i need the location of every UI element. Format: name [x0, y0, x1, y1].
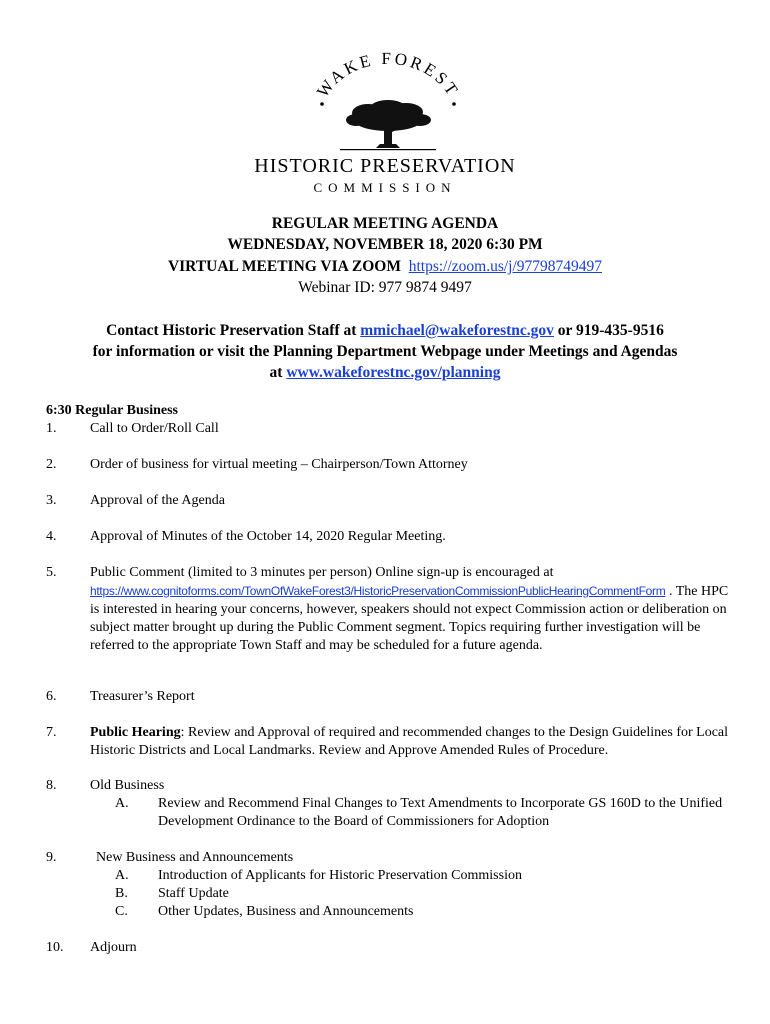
- item-text: Adjourn: [90, 940, 137, 955]
- item-number: 7.: [46, 725, 57, 740]
- item-number: 8.: [46, 778, 57, 793]
- agenda-title: REGULAR MEETING AGENDA: [271, 215, 499, 232]
- contact-line-3: [0, 362, 770, 383]
- item-text: Approval of the Agenda: [90, 493, 225, 508]
- planning-link[interactable]: www.wakeforestnc.gov/planning: [286, 364, 501, 381]
- item-number: 9.: [46, 850, 57, 865]
- sub-letter: A.: [115, 796, 129, 811]
- item-text: Order of business for virtual meeting – Chairperson/Town Attorney: [90, 457, 468, 472]
- item-text: Old Business: [90, 778, 165, 793]
- zoom-link[interactable]: https://zoom.us/j/97798749497: [408, 258, 603, 275]
- logo-line1: HISTORIC PRESERVATION: [254, 155, 516, 177]
- item-number: 4.: [46, 529, 57, 544]
- item-number: 5.: [46, 565, 57, 580]
- virtual-meeting-line: [0, 256, 770, 277]
- sub-letter: A.: [115, 868, 129, 883]
- email-link[interactable]: mmichael@wakeforestnc.gov: [360, 322, 554, 339]
- tree-logo-graphic: [240, 46, 530, 196]
- sub-letter: B.: [115, 886, 128, 901]
- public-hearing-label: Public Hearing: [90, 725, 181, 740]
- virtual-meeting-label: VIRTUAL MEETING VIA ZOOM: [167, 258, 401, 275]
- sub-text: Review and Recommend Final Changes to Text Amendments to Incorporate GS 160D to the Unified Development Ordinance to the Board of Commissioners for Adoption: [158, 796, 723, 829]
- sub-letter: C.: [115, 904, 128, 919]
- item-text: [90, 564, 730, 655]
- logo-line2: COMMISSION: [313, 180, 457, 195]
- cognito-form-link[interactable]: https://www.cognitoforms.com/TownOfWakeForest3/HistoricPreservationCommissionPublicHearingCommentForm: [90, 584, 666, 598]
- item-number: 6.: [46, 689, 57, 704]
- contact-line-1: [0, 320, 770, 341]
- contact-prefix: Contact Historic Preservation Staff at: [106, 322, 361, 339]
- item-number: 3.: [46, 493, 57, 508]
- item-text: Call to Order/Roll Call: [90, 421, 219, 436]
- meeting-date: WEDNESDAY, NOVEMBER 18, 2020 6:30 PM: [227, 236, 543, 253]
- public-comment-intro: Public Comment (limited to 3 minutes per person) Online sign-up is encouraged at: [90, 565, 554, 580]
- webinar-id: Webinar ID: 977 9874 9497: [298, 279, 472, 296]
- item-text: Treasurer’s Report: [90, 689, 195, 704]
- item-text: New Business and Announcements: [96, 850, 294, 865]
- contact-line-2: for information or visit the Planning Department Webpage under Meetings and Agendas: [92, 343, 678, 360]
- public-hearing-text: : Review and Approval of required and recommended changes to the Design Guidelines for Local Historic Districts and Local Landmarks. Review and Approve Amended Rules of Procedure.: [90, 725, 729, 758]
- contact-at: at: [269, 364, 287, 381]
- sub-text: Introduction of Applicants for Historic Preservation Commission: [158, 868, 522, 883]
- sub-text: Staff Update: [158, 886, 229, 901]
- tree-icon: [346, 100, 431, 148]
- item-text: Approval of Minutes of the October 14, 2020 Regular Meeting.: [90, 529, 446, 544]
- hpc-logo: [240, 46, 530, 196]
- item-number: 10.: [46, 940, 64, 955]
- contact-phone: or 919-435-9516: [553, 322, 664, 339]
- logo-arc-text: WAKE FOREST: [313, 48, 464, 101]
- item-text: [90, 724, 730, 760]
- section-heading: 6:30 Regular Business: [46, 403, 178, 418]
- public-comment-details: . The HPC is interested in hearing your concerns, however, speakers should not expect Commission action or deliberation on subject matter brought up during the Public Comment segment. Topics requiring further investigation will be referred to the appropriate Town Staff and may be scheduled for a future agenda.: [90, 584, 729, 653]
- svg-text:WAKE FOREST: [313, 49, 463, 101]
- item-number: 2.: [46, 457, 57, 472]
- item-number: 1.: [46, 421, 57, 436]
- sub-text: Other Updates, Business and Announcements: [158, 904, 414, 919]
